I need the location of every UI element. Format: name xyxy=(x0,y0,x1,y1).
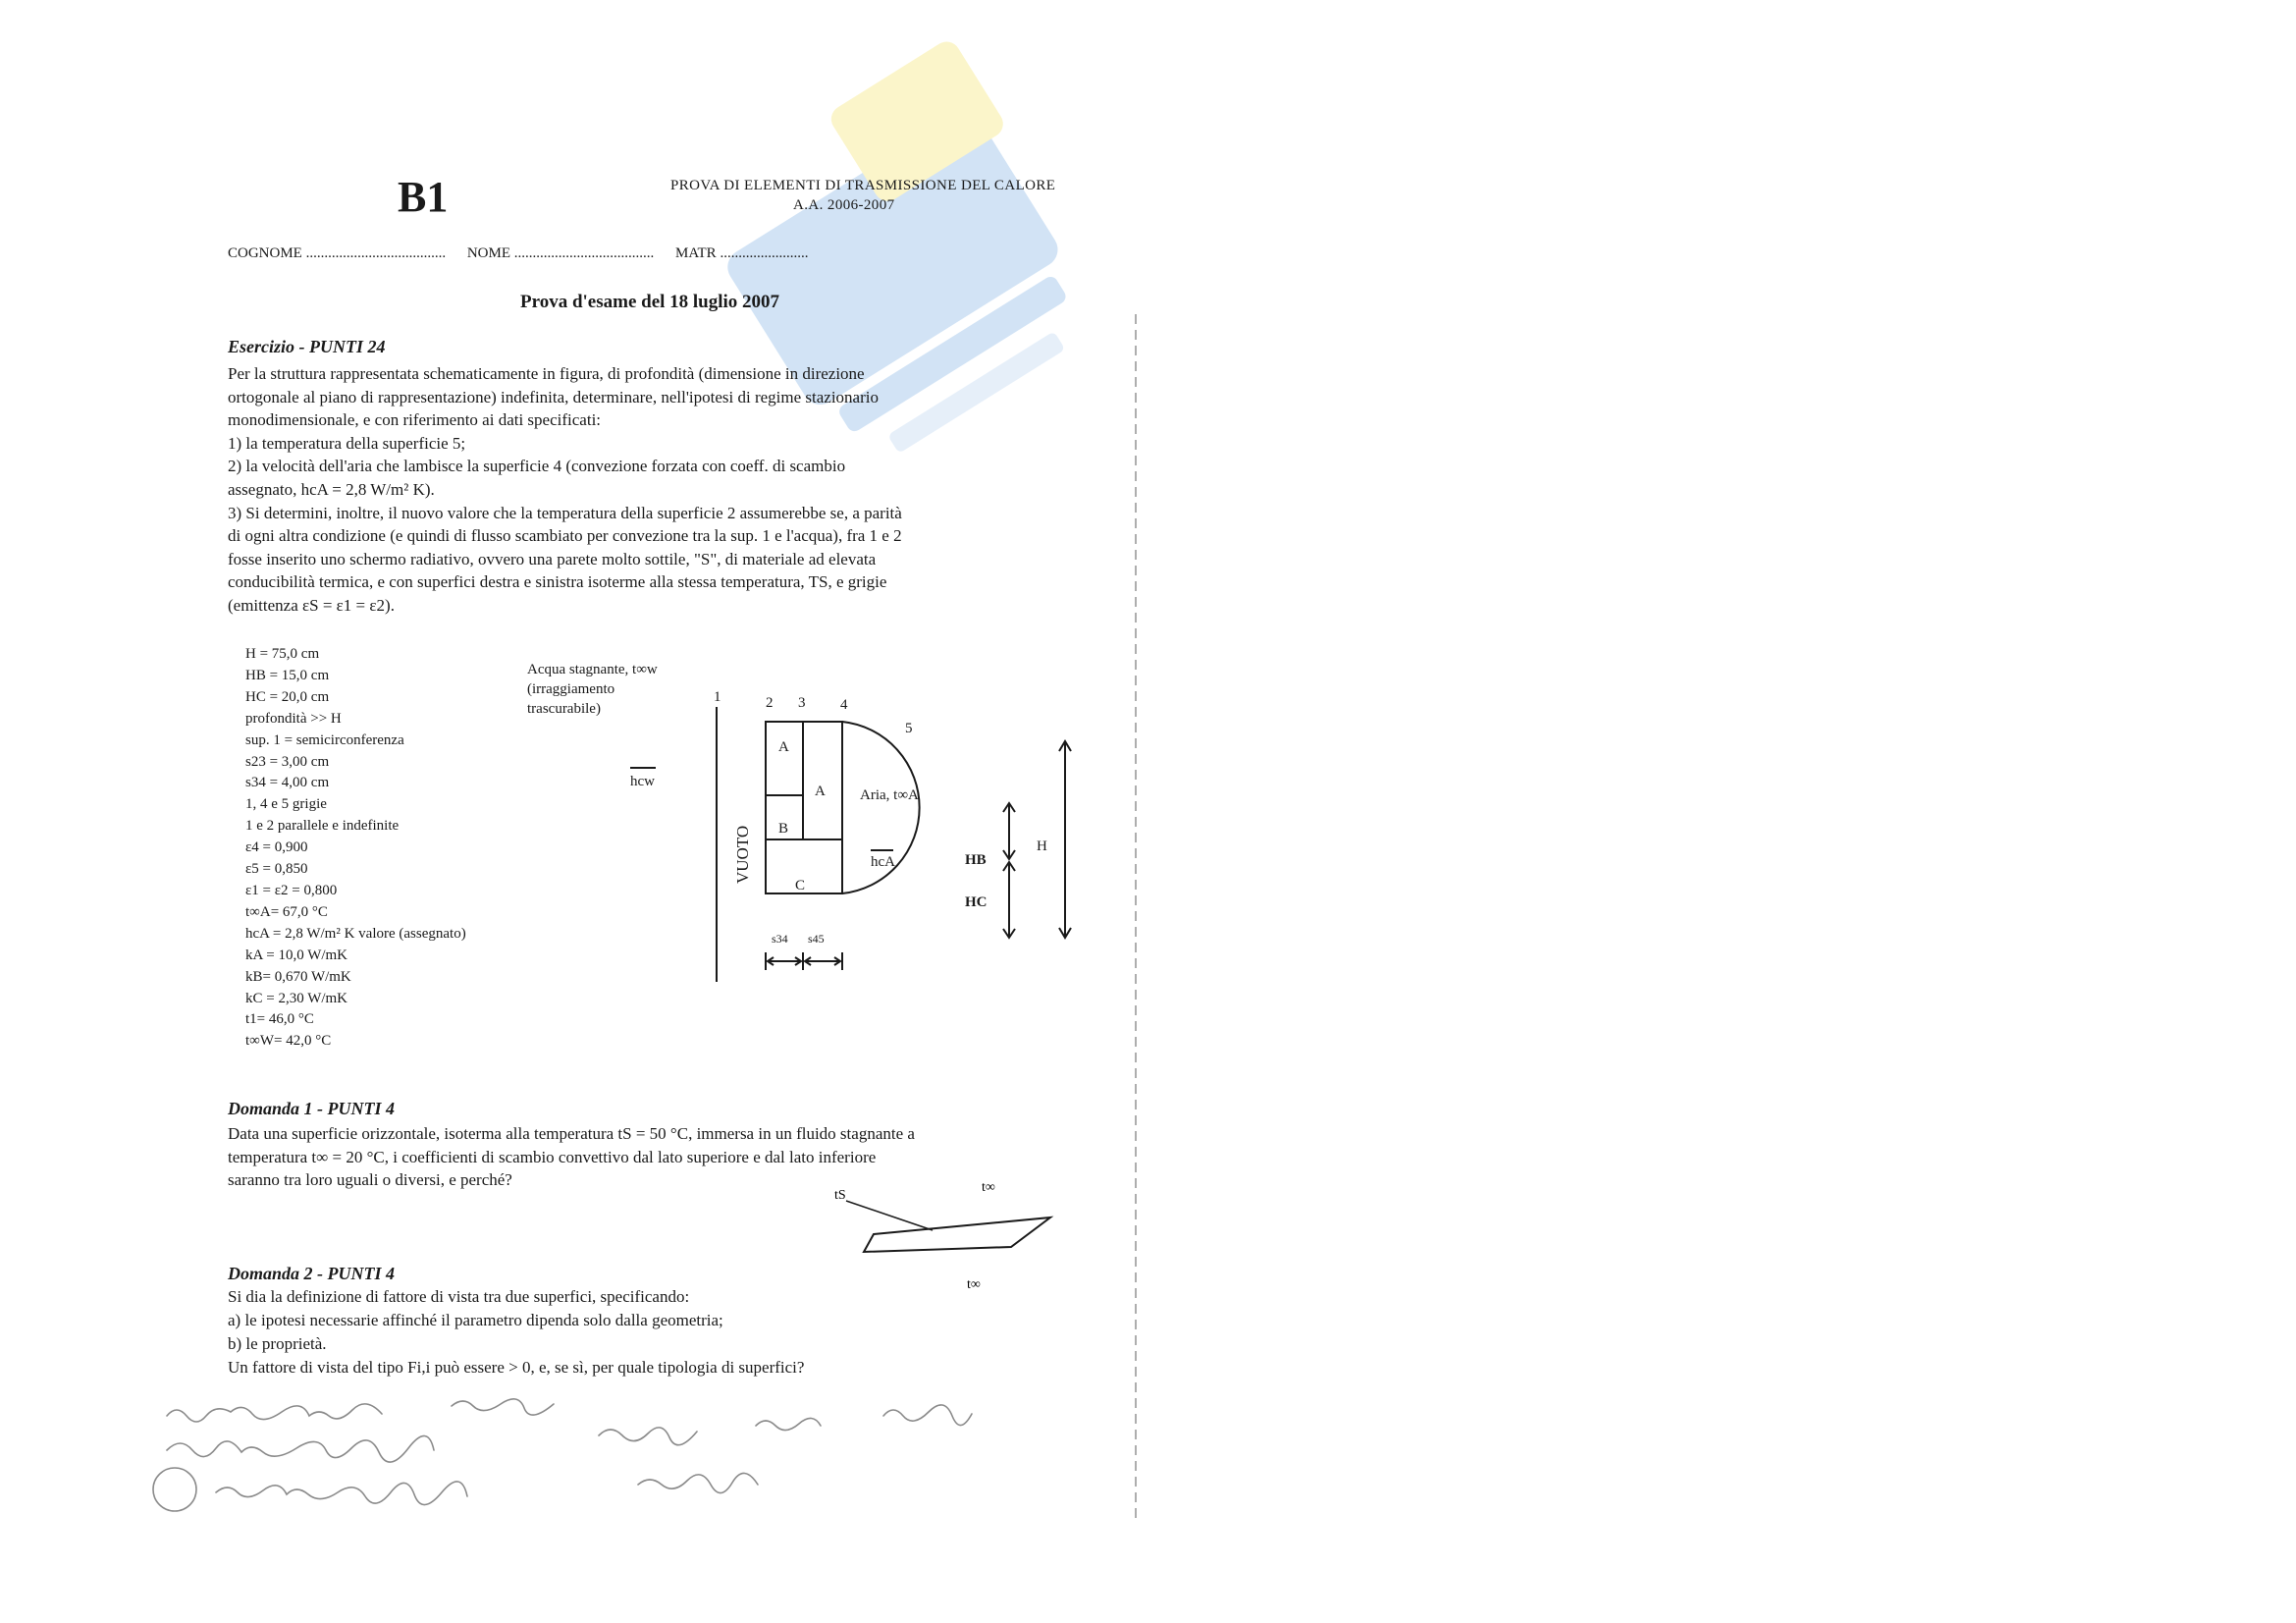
ts-label: tS xyxy=(834,1188,846,1203)
layer-a-right-label: A xyxy=(815,784,826,799)
dim-hb-label: HB xyxy=(965,852,987,868)
horizontal-surface-figure xyxy=(825,1173,1080,1301)
question2-intro: Si dia la definizione di fattore di vista tra due superfici, specificando: xyxy=(228,1287,690,1306)
vacuum-label: VUOTO xyxy=(733,825,752,884)
water-label-line: Acqua stagnante, t∞w xyxy=(527,662,658,677)
exercise-line: conducibilità termica, e con superfici destra e sinistra isoterme alla stessa temperatura, TS, e grigie xyxy=(228,572,887,592)
s34-label: s34 xyxy=(772,932,788,946)
name-field[interactable]: NOME ...................................... xyxy=(466,245,655,261)
parameter: s34 = 4,00 cm xyxy=(245,775,330,791)
layer-c-label: C xyxy=(795,878,806,893)
question2-item-b: b) le proprietà. xyxy=(228,1334,327,1353)
exercise-line: ortogonale al piano di rappresentazione) indefinita, determinare, nell'ipotesi di regime stazionario xyxy=(228,387,879,406)
parameter: kA = 10,0 W/mK xyxy=(245,947,348,963)
parameter: kC = 2,30 W/mK xyxy=(245,990,348,1006)
parameter-list xyxy=(245,644,466,1053)
parameter: ε1 = ε2 = 0,800 xyxy=(245,882,338,898)
exercise-line: fosse inserito uno schermo radiativo, ovvero una parete molto sottile, "S", di materiale ad elevata xyxy=(228,549,877,568)
surface-label-3: 3 xyxy=(798,695,806,711)
air-label: Aria, t∞A xyxy=(860,787,919,803)
water-label-line: trascurabile) xyxy=(527,701,601,717)
exercise-line: 1) la temperatura della superficie 5; xyxy=(228,433,466,453)
parameter: kB= 0,670 W/mK xyxy=(245,968,351,985)
question2-heading: Domanda 2 - PUNTI 4 xyxy=(228,1264,395,1283)
matriculation-field[interactable]: MATR ........................ xyxy=(675,245,809,261)
parameter: ε5 = 0,850 xyxy=(245,861,308,878)
parameter: t∞A= 67,0 °C xyxy=(245,903,328,920)
exam-code: B1 xyxy=(398,173,449,221)
t-bottom-label: t∞ xyxy=(967,1277,981,1292)
student-fields xyxy=(228,245,826,262)
layer-b-label: B xyxy=(778,821,789,837)
question1-line: Data una superficie orizzontale, isoterma alla temperatura tS = 50 °C, immersa in un fluido stagnante a xyxy=(228,1124,915,1143)
exercise-line: 3) Si determini, inoltre, il nuovo valore che la temperatura della superficie 2 assumerebbe se, a parità xyxy=(228,503,902,522)
handwritten-notes xyxy=(128,1386,1129,1534)
parameter: 1, 4 e 5 grigie xyxy=(245,796,327,813)
water-label-line: (irraggiamento xyxy=(527,681,615,697)
question2-item-a: a) le ipotesi necessarie affinché il parametro dipenda solo dalla geometria; xyxy=(228,1311,723,1329)
parameter: ε4 = 0,900 xyxy=(245,839,308,856)
academic-year: A.A. 2006-2007 xyxy=(793,197,895,213)
exercise-line: di ogni altra condizione (e quindi di flusso scambiato per convezione tra la sup. 1 e l'acqua), fra 1 e 2 xyxy=(228,526,902,546)
parameter: H = 75,0 cm xyxy=(245,646,320,662)
parameter: t1= 46,0 °C xyxy=(245,1011,314,1028)
dim-h-label: H xyxy=(1037,839,1047,854)
exercise-line: assegnato, hcA = 2,8 W/m² K). xyxy=(228,479,435,499)
h-cw-label: hcw xyxy=(630,774,655,789)
question1-line: saranno tra loro uguali o diversi, e perché? xyxy=(228,1170,512,1190)
surface-label-2: 2 xyxy=(766,695,774,711)
parameter: 1 e 2 parallele e indefinite xyxy=(245,818,400,835)
exercise-heading: Esercizio - PUNTI 24 xyxy=(228,337,386,356)
h-ca-label: hcA xyxy=(871,854,895,870)
parameter: s23 = 3,00 cm xyxy=(245,753,330,770)
surface-label-4: 4 xyxy=(840,697,848,713)
question1-line: temperatura t∞ = 20 °C, i coefficienti di scambio convettivo dal lato superiore e dal lato inferiore xyxy=(228,1147,877,1166)
exam-title: Prova d'esame del 18 luglio 2007 xyxy=(520,292,780,312)
exercise-line: 2) la velocità dell'aria che lambisce la superficie 4 (convezione forzata con coeff. di scambio xyxy=(228,457,846,476)
exercise-line: (emittenza εS = ε1 = ε2). xyxy=(228,595,395,615)
surname-field[interactable]: COGNOME ...................................... xyxy=(228,245,447,261)
parameter: t∞W= 42,0 °C xyxy=(245,1033,332,1050)
s45-label: s45 xyxy=(808,932,825,946)
exercise-text xyxy=(228,362,1074,618)
surface-label-1: 1 xyxy=(714,689,721,705)
scan-edge-line xyxy=(1135,314,1137,1522)
dim-hc-label: HC xyxy=(965,894,988,910)
surface-label-5: 5 xyxy=(905,721,913,736)
t-top-label: t∞ xyxy=(982,1180,995,1195)
exercise-line: Per la struttura rappresentata schematicamente in figura, di profondità (dimensione in direzione xyxy=(228,364,865,383)
parameter: HB = 15,0 cm xyxy=(245,667,330,683)
question2-closing: Un fattore di vista del tipo Fi,i può essere > 0, e, se sì, per quale tipologia di superfici? xyxy=(228,1358,805,1377)
layer-a-label: A xyxy=(778,739,789,755)
parameter: hcA = 2,8 W/m² K valore (assegnato) xyxy=(245,925,466,942)
plate-shape xyxy=(864,1217,1050,1252)
question1-heading: Domanda 1 - PUNTI 4 xyxy=(228,1099,395,1118)
parameter: profondità >> H xyxy=(245,710,342,727)
exercise-line: monodimensionale, e con riferimento ai dati specificati: xyxy=(228,410,602,430)
water-label xyxy=(527,660,658,719)
course-title: PROVA DI ELEMENTI DI TRASMISSIONE DEL CALORE xyxy=(670,178,1056,193)
parameter: sup. 1 = semicirconferenza xyxy=(245,731,404,748)
parameter: HC = 20,0 cm xyxy=(245,688,330,705)
